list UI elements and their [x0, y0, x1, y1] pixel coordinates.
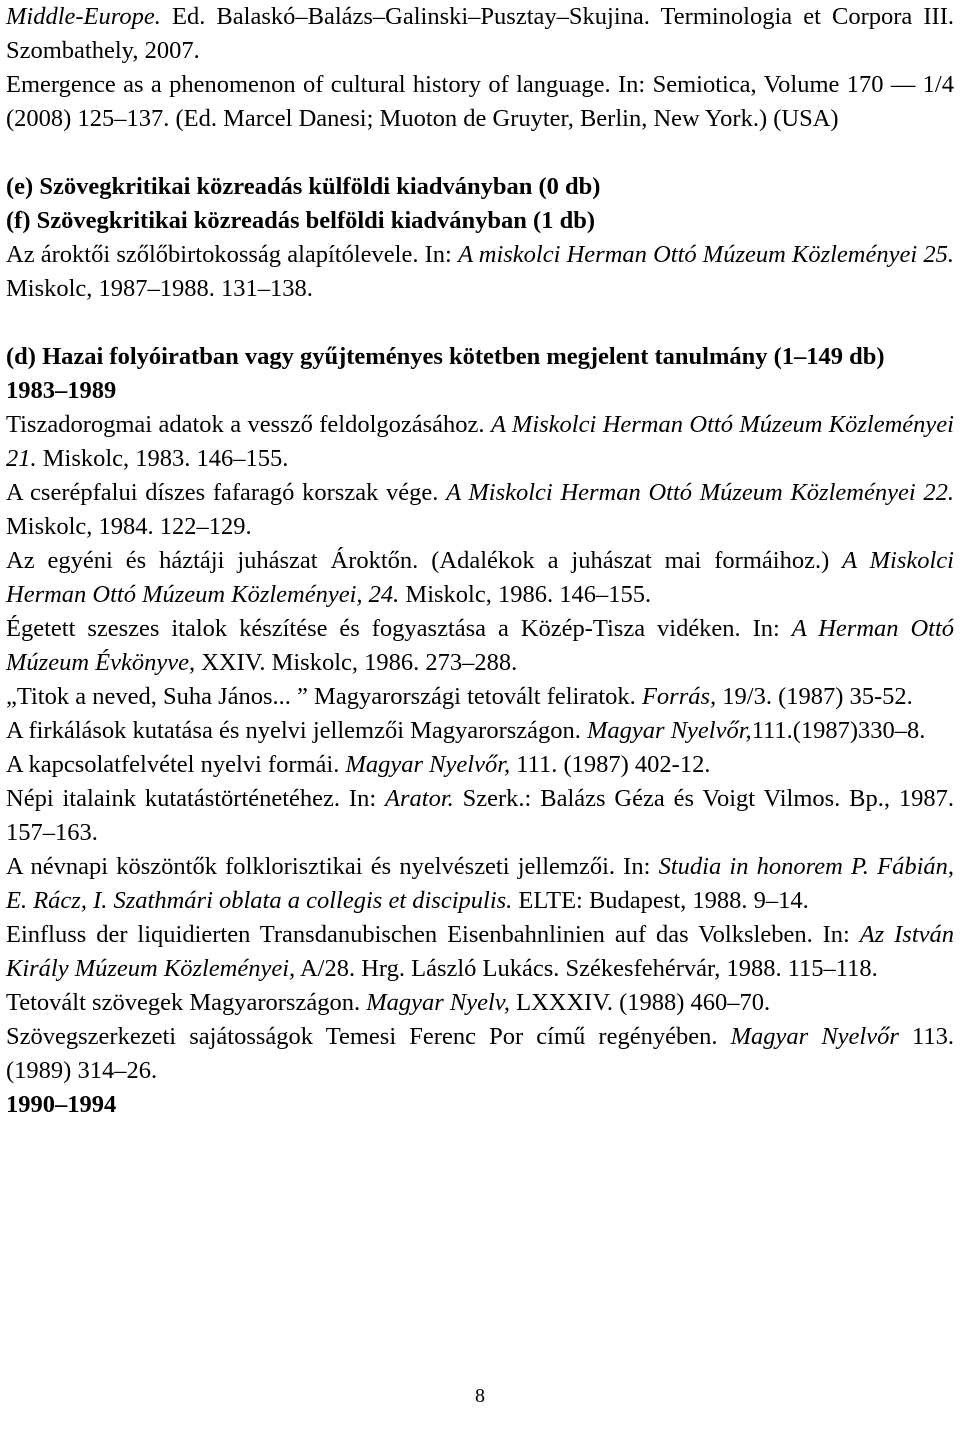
entry-text: 19/3. (1987) 35-52.	[716, 683, 913, 710]
spacer	[6, 136, 954, 170]
entry-text: A névnapi köszöntők folklorisztikai és nyelvészeti jellemzői. In:	[6, 853, 659, 880]
list-item	[6, 680, 954, 714]
list-item	[6, 476, 954, 544]
list-item	[6, 918, 954, 986]
list-item	[6, 782, 954, 850]
entry-italic: Forrás,	[641, 683, 717, 710]
entry-italic: A Herman Ottó Múzeum Évkönyve,	[6, 615, 954, 676]
reference-list	[6, 408, 954, 1088]
list-item	[6, 714, 954, 748]
entry-text: 113. (1989) 314–26.	[6, 1023, 955, 1084]
entry-text: Miskolc, 1983. 146–155.	[36, 445, 289, 472]
section-heading-f: (f) Szövegkritikai közreadás belföldi kiadványban (1 db)	[6, 207, 595, 234]
entry-italic: A Miskolci Herman Ottó Múzeum Közleményei 21.	[6, 411, 954, 472]
entry-italic: A Miskolci Herman Ottó Múzeum Közleményei, 24.	[6, 547, 954, 608]
entry-text: Tiszadorogmai adatok a vessző feldolgozásához.	[6, 411, 491, 438]
entry-text: Miskolc, 1987–1988. 131–138.	[6, 275, 313, 302]
entry-text: A/28. Hrg. László Lukács. Székesfehérvár, 1988. 115–118.	[295, 955, 878, 982]
entry-text: Az egyéni és háztáji juhászat Ároktőn. (Adalékok a juhászat mai formáihoz.)	[6, 547, 843, 574]
entry-text: Népi italaink kutatástörténetéhez. In:	[6, 785, 386, 812]
entry-text: Szövegszerkezeti sajátosságok Temesi Ferenc Por című regényében.	[6, 1023, 731, 1050]
period-heading: 1983–1989	[6, 377, 117, 404]
entry-text: A cserépfalui díszes fafaragó korszak vége.	[6, 479, 447, 506]
list-item	[6, 544, 954, 612]
entry-italic: A miskolci Herman Ottó Múzeum Közleményei 25.	[458, 241, 954, 268]
reference-entry	[6, 0, 954, 68]
list-item	[6, 612, 954, 680]
section-heading-e: (e) Szövegkritikai közreadás külföldi kiadványban (0 db)	[6, 173, 601, 200]
entry-text: „Titok a neved, Suha János... ” Magyarországi tetovált feliratok.	[6, 683, 642, 710]
section-heading-d: (d) Hazai folyóiratban vagy gyűjteményes kötetben megjelent tanulmány (1–149 db)	[6, 343, 885, 370]
entry-italic: Arator.	[385, 785, 454, 812]
list-item	[6, 1020, 954, 1088]
list-item	[6, 850, 954, 918]
entry-text: Einfluss der liquidierten Transdanubischen Eisenbahnlinien auf das Volksleben. In:	[6, 921, 860, 948]
entry-text: Volume 170 — 1/4 (2008) 125–137.	[6, 71, 954, 132]
entry-text: Tetovált szövegek Magyarországon.	[6, 989, 367, 1016]
page-number: 8	[475, 1385, 485, 1407]
entry-italic: Az István Király Múzeum Közleményei,	[6, 921, 954, 982]
document-page	[6, 0, 954, 1122]
entry-text: ELTE: Budapest, 1988. 9–14.	[512, 887, 809, 914]
period-heading: 1990–1994	[6, 1091, 117, 1118]
entry-text: Miskolc, 1986. 146–155.	[399, 581, 652, 608]
entry-text: 111.(1987)330–8.	[751, 717, 926, 744]
list-item	[6, 748, 954, 782]
reference-entry	[6, 68, 954, 136]
entry-text: Miskolc, 1984. 122–129.	[6, 513, 252, 540]
entry-italic: A Miskolci Herman Ottó Múzeum Közleményei 22.	[446, 479, 954, 506]
entry-italic: Magyar Nyelvőr,	[587, 717, 752, 744]
spacer	[6, 306, 954, 340]
entry-italic: Magyar Nyelvőr	[730, 1023, 899, 1050]
list-item	[6, 408, 954, 476]
entry-text: ) (USA)	[758, 105, 839, 132]
entry-text: XXIV. Miskolc, 1986. 273–288.	[195, 649, 518, 676]
entry-text: (Ed. Marcel Danesi; Muoton de Gruyter, Berlin, New York.	[175, 105, 759, 132]
entry-text: Ed. Balaskó–Balázs–Galinski–Pusztay–Skujina. Terminologia et Corpora III. Szombathely, 2007.	[6, 3, 954, 64]
entry-text: Az ároktői szőlőbirtokosság alapítólevele. In:	[6, 241, 459, 268]
reference-entry	[6, 238, 954, 306]
entry-italic: Studia in honorem P. Fábián, E. Rácz, I. Szathmári oblata a collegis et discipulis.	[6, 853, 954, 914]
entry-text: LXXXIV. (1988) 460–70.	[510, 989, 771, 1016]
entry-text: In: Semiotica,	[618, 71, 757, 98]
list-item	[6, 986, 954, 1020]
entry-italic: Middle-Europe.	[6, 3, 161, 30]
entry-text: Emergence as a phenomenon of cultural history of language.	[6, 71, 619, 98]
entry-text: 111. (1987) 402-12.	[510, 751, 711, 778]
entry-text: Szerk.: Balázs Géza és Voigt Vilmos. Bp., 1987. 157–163.	[6, 785, 954, 846]
entry-text: A firkálások kutatása és nyelvi jellemzői Magyarországon.	[6, 717, 588, 744]
entry-italic: Magyar Nyelv,	[366, 989, 510, 1016]
entry-text: A kapcsolatfelvétel nyelvi formái.	[6, 751, 346, 778]
entry-italic: Magyar Nyelvőr,	[345, 751, 511, 778]
entry-text: Égetett szeszes italok készítése és fogyasztása a Közép-Tisza vidéken. In:	[6, 615, 792, 642]
